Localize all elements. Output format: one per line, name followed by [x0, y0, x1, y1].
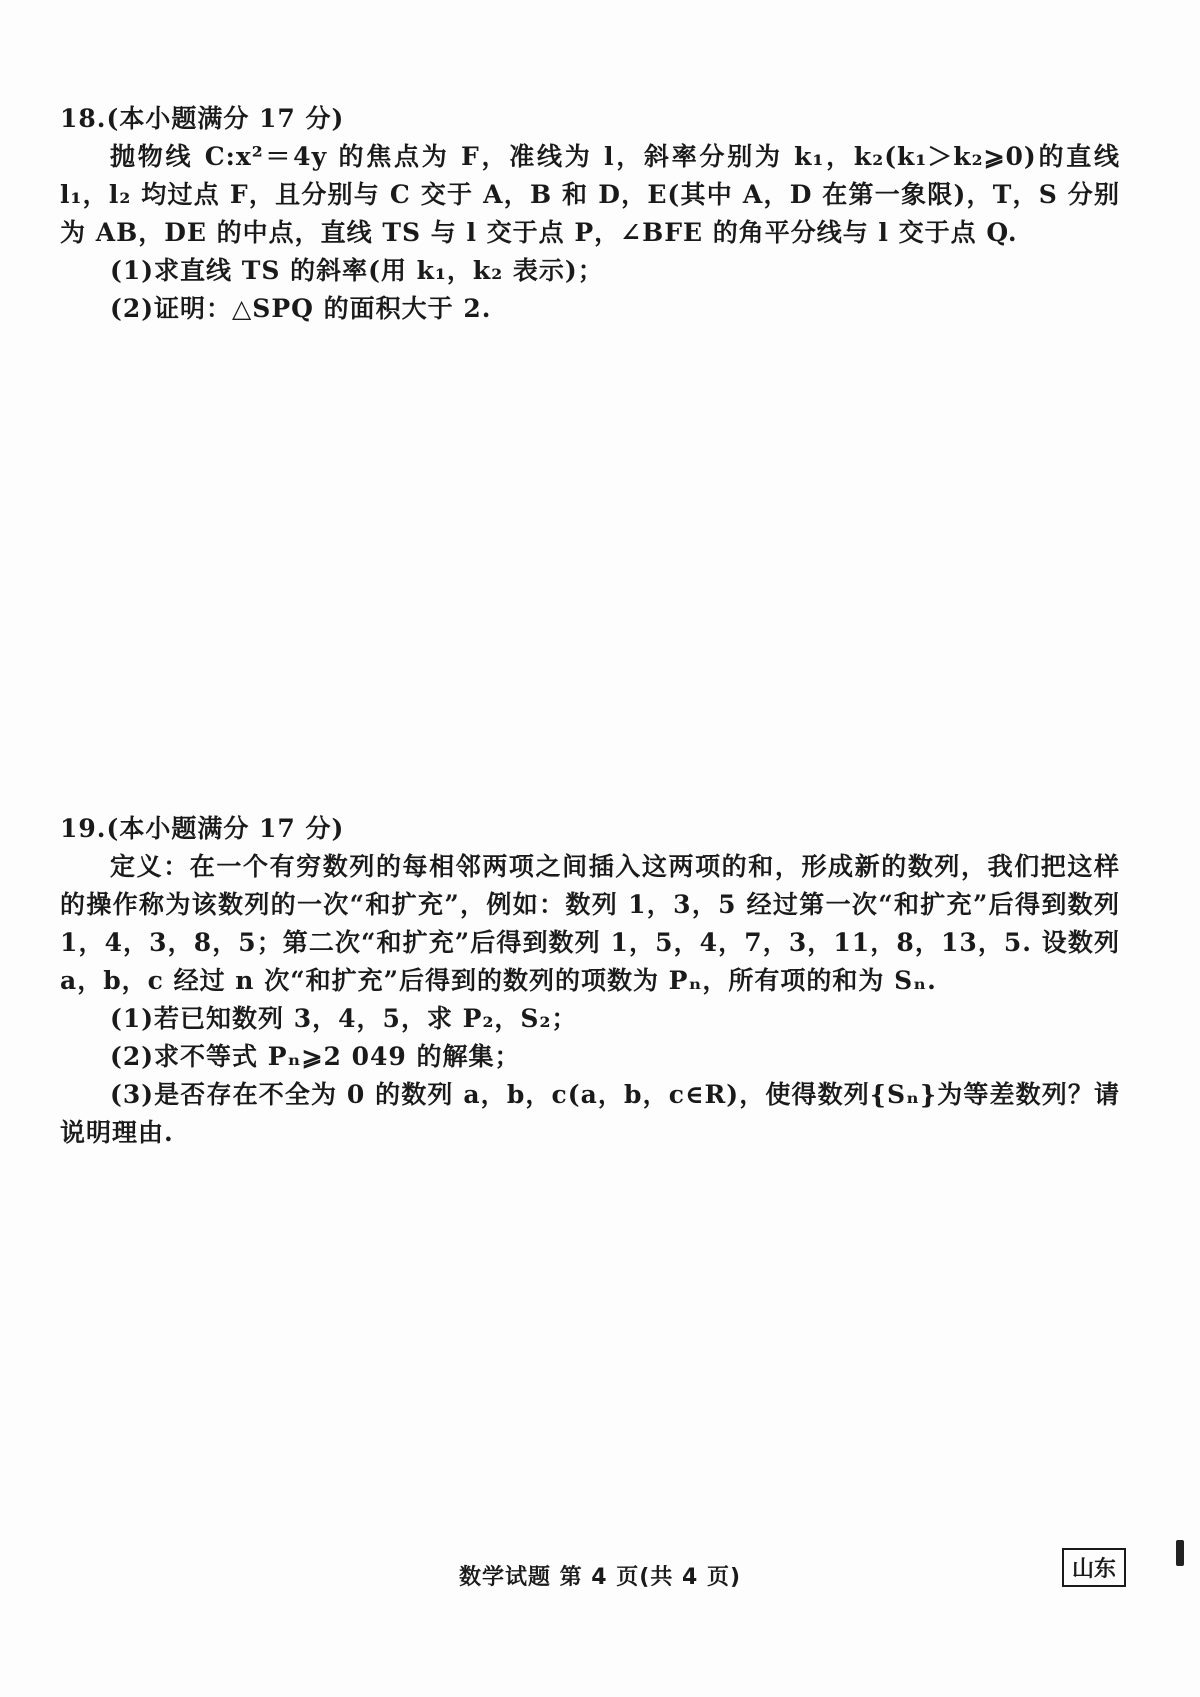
question-header: 18.(本小题满分 17 分): [60, 104, 345, 133]
question-stem: 定义：在一个有穷数列的每相邻两项之间插入这两项的和，形成新的数列，我们把这样的操作称为该数列的一次“和扩充”，例如：数列 1，3，5 经过第一次“和扩充”后得到数列 1，4，3，8，5；第二次“和扩充”后得到数列 1，5，4，7，3，11，8，13，5. 设数列 a，b，c 经过 n 次“和扩充”后得到的数列的项数为 Pₙ，所有项的和为 Sₙ.: [60, 852, 1120, 995]
question-part-2: (2)证明：△SPQ 的面积大于 2.: [110, 294, 492, 323]
question-body: [60, 848, 1120, 1152]
question-19: [60, 810, 1120, 1152]
question-part-3: (3)是否存在不全为 0 的数列 a，b，c(a，b，c∈R)，使得数列{Sₙ}为等差数列？请说明理由.: [60, 1080, 1120, 1147]
question-body: [60, 138, 1120, 328]
question-header: 19.(本小题满分 17 分): [60, 814, 345, 843]
page-footer: 数学试题 第 4 页(共 4 页): [458, 1565, 742, 1590]
question-part-2: (2)求不等式 Pₙ⩾2 049 的解集；: [110, 1042, 521, 1071]
question-18: [60, 100, 1120, 328]
region-badge: 山东: [1062, 1548, 1126, 1587]
question-part-1: (1)若已知数列 3，4，5，求 P₂，S₂；: [110, 1004, 578, 1033]
scan-edge-mark: [1176, 1540, 1184, 1566]
question-part-1: (1)求直线 TS 的斜率(用 k₁，k₂ 表示)；: [110, 256, 604, 285]
question-stem: 抛物线 C:x²＝4y 的焦点为 F，准线为 l，斜率分别为 k₁，k₂(k₁＞k₂⩾0)的直线 l₁，l₂ 均过点 F，且分别与 C 交于 A，B 和 D，E(其中 A，D 在第一象限)，T，S 分别为 AB，DE 的中点，直线 TS 与 l 交于点 P，∠BFE 的角平分线与 l 交于点 Q.: [60, 142, 1120, 247]
